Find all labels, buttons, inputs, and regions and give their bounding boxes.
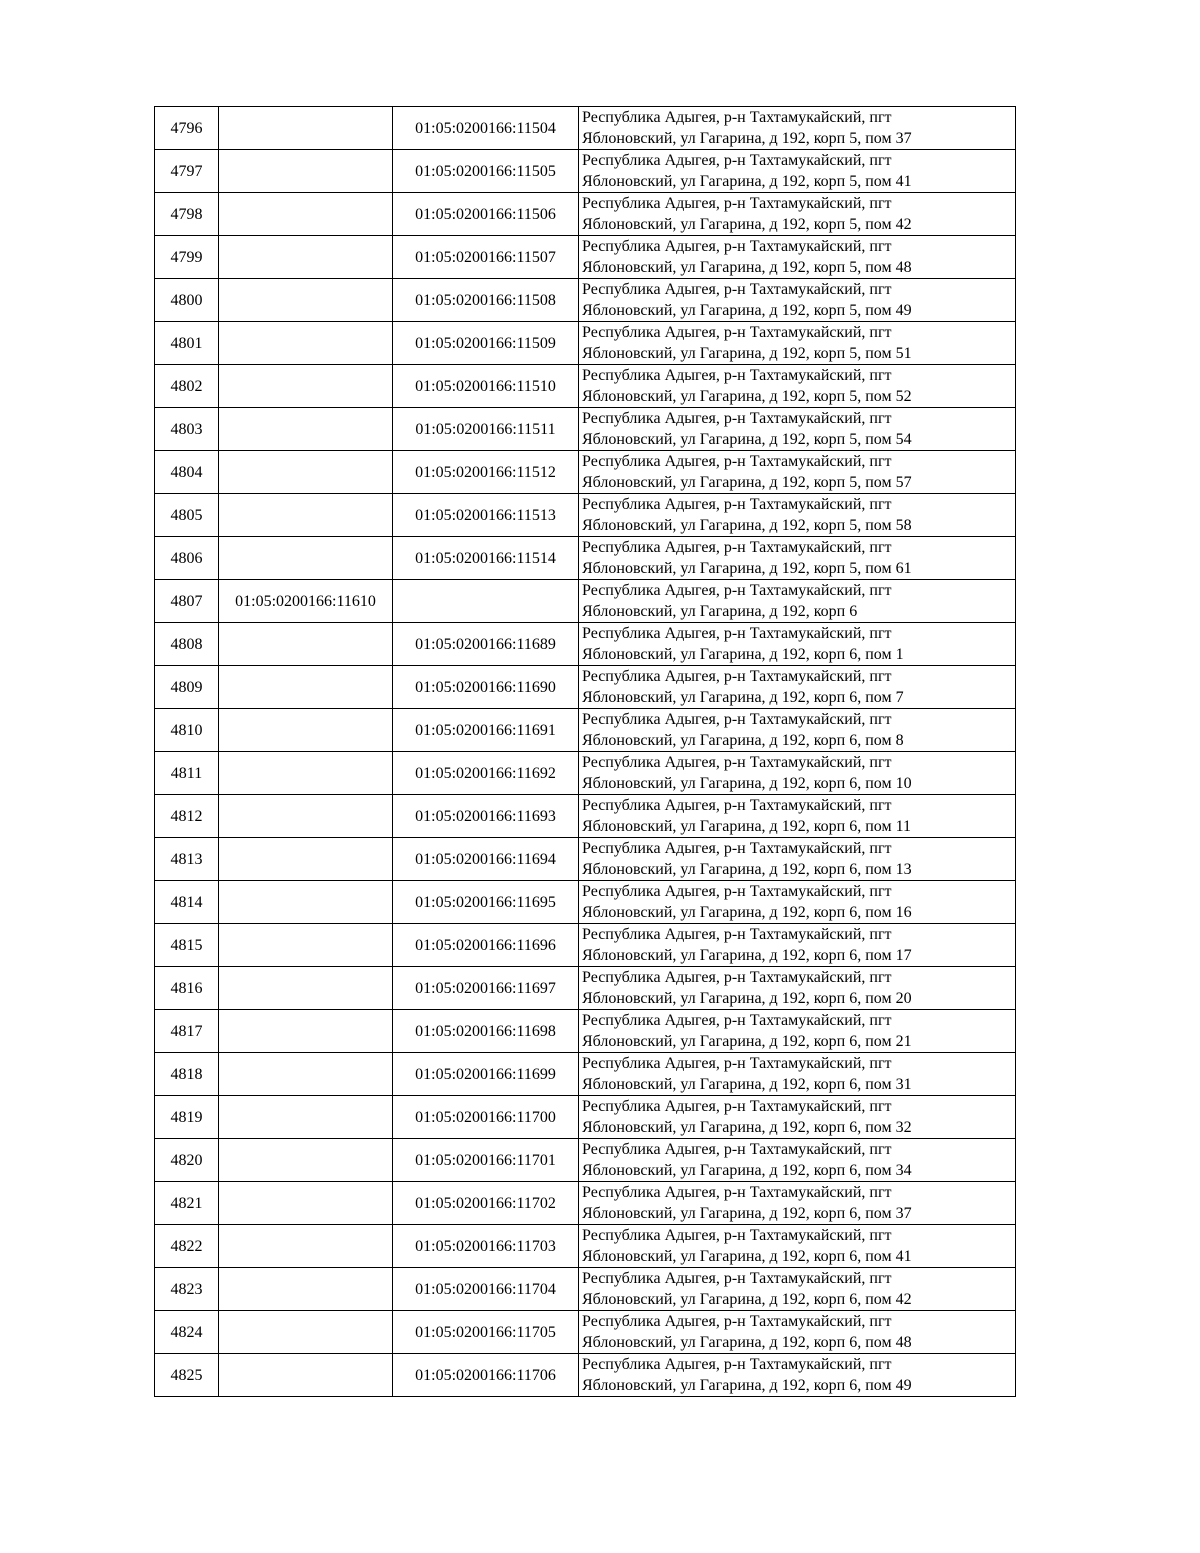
address-cell xyxy=(579,408,1016,451)
address-line: Республика Адыгея, р-н Тахтамукайский, пгт xyxy=(582,926,892,943)
row-number-cell: 4815 xyxy=(155,924,219,967)
address-cell xyxy=(579,924,1016,967)
room-cadastral-number-cell: 01:05:0200166:11701 xyxy=(393,1139,579,1182)
address-line: Республика Адыгея, р-н Тахтамукайский, пгт xyxy=(582,1356,892,1373)
address-line: Яблоновский, ул Гагарина, д 192, корп 5, пом 37 xyxy=(582,130,912,147)
address-line: Республика Адыгея, р-н Тахтамукайский, пгт xyxy=(582,1141,892,1158)
address-line: Яблоновский, ул Гагарина, д 192, корп 6 xyxy=(582,603,858,620)
address-line: Яблоновский, ул Гагарина, д 192, корп 5, пом 58 xyxy=(582,517,912,534)
row-number-cell: 4810 xyxy=(155,709,219,752)
address-line: Яблоновский, ул Гагарина, д 192, корп 6, пом 10 xyxy=(582,775,912,792)
address-line: Яблоновский, ул Гагарина, д 192, корп 6, пом 8 xyxy=(582,732,904,749)
address-line: Яблоновский, ул Гагарина, д 192, корп 5, пом 54 xyxy=(582,431,912,448)
address-cell xyxy=(579,451,1016,494)
parcel-cadastral-number-cell xyxy=(219,1268,393,1311)
room-cadastral-number-cell: 01:05:0200166:11695 xyxy=(393,881,579,924)
parcel-cadastral-number-cell xyxy=(219,365,393,408)
address-line: Яблоновский, ул Гагарина, д 192, корп 6, пом 16 xyxy=(582,904,912,921)
address-cell xyxy=(579,1311,1016,1354)
address-line: Республика Адыгея, р-н Тахтамукайский, пгт xyxy=(582,152,892,169)
room-cadastral-number-cell: 01:05:0200166:11702 xyxy=(393,1182,579,1225)
address-cell xyxy=(579,709,1016,752)
row-number-cell: 4802 xyxy=(155,365,219,408)
address-cell xyxy=(579,666,1016,709)
address-cell xyxy=(579,107,1016,150)
table-row xyxy=(155,881,1016,924)
parcel-cadastral-number-cell xyxy=(219,537,393,580)
room-cadastral-number-cell: 01:05:0200166:11514 xyxy=(393,537,579,580)
room-cadastral-number-cell xyxy=(393,580,579,623)
address-line: Республика Адыгея, р-н Тахтамукайский, пгт xyxy=(582,797,892,814)
table-row xyxy=(155,795,1016,838)
address-line: Яблоновский, ул Гагарина, д 192, корп 6, пом 13 xyxy=(582,861,912,878)
row-number-cell: 4813 xyxy=(155,838,219,881)
address-line: Яблоновский, ул Гагарина, д 192, корп 6, пом 49 xyxy=(582,1377,912,1394)
table-row xyxy=(155,752,1016,795)
address-cell xyxy=(579,1010,1016,1053)
address-line: Республика Адыгея, р-н Тахтамукайский, пгт xyxy=(582,969,892,986)
row-number-cell: 4796 xyxy=(155,107,219,150)
address-cell xyxy=(579,1096,1016,1139)
table-row xyxy=(155,193,1016,236)
address-line: Яблоновский, ул Гагарина, д 192, корп 5, пом 57 xyxy=(582,474,912,491)
address-cell xyxy=(579,1225,1016,1268)
address-cell xyxy=(579,795,1016,838)
address-line: Республика Адыгея, р-н Тахтамукайский, пгт xyxy=(582,367,892,384)
address-line: Яблоновский, ул Гагарина, д 192, корп 5, пом 42 xyxy=(582,216,912,233)
room-cadastral-number-cell: 01:05:0200166:11706 xyxy=(393,1354,579,1397)
room-cadastral-number-cell: 01:05:0200166:11697 xyxy=(393,967,579,1010)
table-row xyxy=(155,1311,1016,1354)
address-line: Республика Адыгея, р-н Тахтамукайский, пгт xyxy=(582,711,892,728)
parcel-cadastral-number-cell xyxy=(219,451,393,494)
address-line: Яблоновский, ул Гагарина, д 192, корп 6, пом 11 xyxy=(582,818,911,835)
room-cadastral-number-cell: 01:05:0200166:11508 xyxy=(393,279,579,322)
room-cadastral-number-cell: 01:05:0200166:11511 xyxy=(393,408,579,451)
table-row xyxy=(155,537,1016,580)
address-line: Республика Адыгея, р-н Тахтамукайский, пгт xyxy=(582,840,892,857)
table-row xyxy=(155,150,1016,193)
parcel-cadastral-number-cell xyxy=(219,322,393,365)
address-line: Республика Адыгея, р-н Тахтамукайский, пгт xyxy=(582,1012,892,1029)
table-row xyxy=(155,1268,1016,1311)
room-cadastral-number-cell: 01:05:0200166:11693 xyxy=(393,795,579,838)
table-row xyxy=(155,924,1016,967)
address-cell xyxy=(579,494,1016,537)
address-cell xyxy=(579,236,1016,279)
table-row xyxy=(155,709,1016,752)
parcel-cadastral-number-cell xyxy=(219,795,393,838)
room-cadastral-number-cell: 01:05:0200166:11509 xyxy=(393,322,579,365)
parcel-cadastral-number-cell xyxy=(219,1053,393,1096)
room-cadastral-number-cell: 01:05:0200166:11694 xyxy=(393,838,579,881)
address-cell xyxy=(579,881,1016,924)
address-cell xyxy=(579,1182,1016,1225)
row-number-cell: 4797 xyxy=(155,150,219,193)
address-line: Республика Адыгея, р-н Тахтамукайский, пгт xyxy=(582,1184,892,1201)
table-row xyxy=(155,838,1016,881)
address-line: Яблоновский, ул Гагарина, д 192, корп 5, пом 49 xyxy=(582,302,912,319)
address-line: Яблоновский, ул Гагарина, д 192, корп 5, пом 61 xyxy=(582,560,912,577)
address-line: Республика Адыгея, р-н Тахтамукайский, пгт xyxy=(582,1270,892,1287)
address-cell xyxy=(579,1268,1016,1311)
table-row xyxy=(155,1354,1016,1397)
address-line: Яблоновский, ул Гагарина, д 192, корп 6, пом 34 xyxy=(582,1162,912,1179)
address-cell xyxy=(579,623,1016,666)
row-number-cell: 4808 xyxy=(155,623,219,666)
row-number-cell: 4822 xyxy=(155,1225,219,1268)
address-line: Яблоновский, ул Гагарина, д 192, корп 6, пом 41 xyxy=(582,1248,912,1265)
address-line: Республика Адыгея, р-н Тахтамукайский, пгт xyxy=(582,195,892,212)
room-cadastral-number-cell: 01:05:0200166:11504 xyxy=(393,107,579,150)
address-line: Яблоновский, ул Гагарина, д 192, корп 6, пом 20 xyxy=(582,990,912,1007)
row-number-cell: 4799 xyxy=(155,236,219,279)
address-line: Республика Адыгея, р-н Тахтамукайский, пгт xyxy=(582,668,892,685)
parcel-cadastral-number-cell xyxy=(219,967,393,1010)
table-row xyxy=(155,279,1016,322)
row-number-cell: 4825 xyxy=(155,1354,219,1397)
parcel-cadastral-number-cell xyxy=(219,1010,393,1053)
parcel-cadastral-number-cell xyxy=(219,666,393,709)
row-number-cell: 4823 xyxy=(155,1268,219,1311)
table-row xyxy=(155,666,1016,709)
row-number-cell: 4801 xyxy=(155,322,219,365)
address-line: Яблоновский, ул Гагарина, д 192, корп 6, пом 17 xyxy=(582,947,912,964)
table-row xyxy=(155,236,1016,279)
room-cadastral-number-cell: 01:05:0200166:11512 xyxy=(393,451,579,494)
row-number-cell: 4817 xyxy=(155,1010,219,1053)
address-line: Республика Адыгея, р-н Тахтамукайский, пгт xyxy=(582,1227,892,1244)
row-number-cell: 4811 xyxy=(155,752,219,795)
address-line: Яблоновский, ул Гагарина, д 192, корп 6, пом 7 xyxy=(582,689,904,706)
table-row xyxy=(155,365,1016,408)
room-cadastral-number-cell: 01:05:0200166:11705 xyxy=(393,1311,579,1354)
row-number-cell: 4803 xyxy=(155,408,219,451)
parcel-cadastral-number-cell xyxy=(219,838,393,881)
address-line: Республика Адыгея, р-н Тахтамукайский, пгт xyxy=(582,883,892,900)
parcel-cadastral-number-cell xyxy=(219,1311,393,1354)
address-line: Республика Адыгея, р-н Тахтамукайский, пгт xyxy=(582,496,892,513)
room-cadastral-number-cell: 01:05:0200166:11513 xyxy=(393,494,579,537)
room-cadastral-number-cell: 01:05:0200166:11704 xyxy=(393,1268,579,1311)
address-line: Республика Адыгея, р-н Тахтамукайский, пгт xyxy=(582,582,892,599)
parcel-cadastral-number-cell xyxy=(219,193,393,236)
table-row xyxy=(155,494,1016,537)
address-line: Яблоновский, ул Гагарина, д 192, корп 5, пом 48 xyxy=(582,259,912,276)
parcel-cadastral-number-cell xyxy=(219,881,393,924)
room-cadastral-number-cell: 01:05:0200166:11505 xyxy=(393,150,579,193)
row-number-cell: 4818 xyxy=(155,1053,219,1096)
room-cadastral-number-cell: 01:05:0200166:11692 xyxy=(393,752,579,795)
address-cell xyxy=(579,752,1016,795)
row-number-cell: 4798 xyxy=(155,193,219,236)
parcel-cadastral-number-cell xyxy=(219,408,393,451)
parcel-cadastral-number-cell xyxy=(219,279,393,322)
address-cell xyxy=(579,365,1016,408)
table-row xyxy=(155,107,1016,150)
row-number-cell: 4807 xyxy=(155,580,219,623)
address-line: Республика Адыгея, р-н Тахтамукайский, пгт xyxy=(582,324,892,341)
row-number-cell: 4806 xyxy=(155,537,219,580)
room-cadastral-number-cell: 01:05:0200166:11698 xyxy=(393,1010,579,1053)
parcel-cadastral-number-cell xyxy=(219,709,393,752)
row-number-cell: 4800 xyxy=(155,279,219,322)
room-cadastral-number-cell: 01:05:0200166:11690 xyxy=(393,666,579,709)
row-number-cell: 4821 xyxy=(155,1182,219,1225)
address-line: Республика Адыгея, р-н Тахтамукайский, пгт xyxy=(582,410,892,427)
table-row xyxy=(155,967,1016,1010)
address-line: Республика Адыгея, р-н Тахтамукайский, пгт xyxy=(582,754,892,771)
parcel-cadastral-number-cell xyxy=(219,494,393,537)
room-cadastral-number-cell: 01:05:0200166:11510 xyxy=(393,365,579,408)
address-cell xyxy=(579,150,1016,193)
parcel-cadastral-number-cell xyxy=(219,623,393,666)
address-line: Яблоновский, ул Гагарина, д 192, корп 6, пом 32 xyxy=(582,1119,912,1136)
room-cadastral-number-cell: 01:05:0200166:11689 xyxy=(393,623,579,666)
registry-table xyxy=(154,106,1016,1397)
address-cell xyxy=(579,279,1016,322)
row-number-cell: 4812 xyxy=(155,795,219,838)
row-number-cell: 4816 xyxy=(155,967,219,1010)
address-line: Республика Адыгея, р-н Тахтамукайский, пгт xyxy=(582,281,892,298)
room-cadastral-number-cell: 01:05:0200166:11506 xyxy=(393,193,579,236)
room-cadastral-number-cell: 01:05:0200166:11696 xyxy=(393,924,579,967)
parcel-cadastral-number-cell xyxy=(219,1139,393,1182)
address-line: Яблоновский, ул Гагарина, д 192, корп 6, пом 21 xyxy=(582,1033,912,1050)
row-number-cell: 4805 xyxy=(155,494,219,537)
address-line: Республика Адыгея, р-н Тахтамукайский, пгт xyxy=(582,109,892,126)
table-row xyxy=(155,1182,1016,1225)
address-cell xyxy=(579,537,1016,580)
parcel-cadastral-number-cell xyxy=(219,1354,393,1397)
row-number-cell: 4804 xyxy=(155,451,219,494)
address-line: Яблоновский, ул Гагарина, д 192, корп 6, пом 1 xyxy=(582,646,904,663)
address-cell xyxy=(579,1354,1016,1397)
address-cell xyxy=(579,1139,1016,1182)
address-line: Республика Адыгея, р-н Тахтамукайский, пгт xyxy=(582,238,892,255)
table-row xyxy=(155,623,1016,666)
parcel-cadastral-number-cell xyxy=(219,236,393,279)
table-row xyxy=(155,1053,1016,1096)
address-line: Яблоновский, ул Гагарина, д 192, корп 6, пом 37 xyxy=(582,1205,912,1222)
address-cell xyxy=(579,193,1016,236)
address-line: Республика Адыгея, р-н Тахтамукайский, пгт xyxy=(582,1055,892,1072)
address-line: Яблоновский, ул Гагарина, д 192, корп 6, пом 31 xyxy=(582,1076,912,1093)
registry-table-body xyxy=(155,107,1016,1397)
address-line: Республика Адыгея, р-н Тахтамукайский, пгт xyxy=(582,1313,892,1330)
table-row xyxy=(155,1225,1016,1268)
address-cell xyxy=(579,967,1016,1010)
address-line: Яблоновский, ул Гагарина, д 192, корп 5, пом 52 xyxy=(582,388,912,405)
address-line: Яблоновский, ул Гагарина, д 192, корп 6, пом 42 xyxy=(582,1291,912,1308)
address-line: Республика Адыгея, р-н Тахтамукайский, пгт xyxy=(582,625,892,642)
parcel-cadastral-number-cell xyxy=(219,1096,393,1139)
table-row xyxy=(155,322,1016,365)
table-row xyxy=(155,1096,1016,1139)
row-number-cell: 4819 xyxy=(155,1096,219,1139)
address-line: Яблоновский, ул Гагарина, д 192, корп 5, пом 41 xyxy=(582,173,912,190)
address-line: Республика Адыгея, р-н Тахтамукайский, пгт xyxy=(582,453,892,470)
room-cadastral-number-cell: 01:05:0200166:11700 xyxy=(393,1096,579,1139)
address-line: Республика Адыгея, р-н Тахтамукайский, пгт xyxy=(582,1098,892,1115)
address-cell xyxy=(579,838,1016,881)
table-row xyxy=(155,580,1016,623)
parcel-cadastral-number-cell xyxy=(219,752,393,795)
parcel-cadastral-number-cell xyxy=(219,1182,393,1225)
table-row xyxy=(155,408,1016,451)
room-cadastral-number-cell: 01:05:0200166:11507 xyxy=(393,236,579,279)
row-number-cell: 4814 xyxy=(155,881,219,924)
table-row xyxy=(155,1139,1016,1182)
row-number-cell: 4824 xyxy=(155,1311,219,1354)
parcel-cadastral-number-cell xyxy=(219,107,393,150)
address-cell xyxy=(579,322,1016,365)
address-line: Яблоновский, ул Гагарина, д 192, корп 5, пом 51 xyxy=(582,345,912,362)
row-number-cell: 4809 xyxy=(155,666,219,709)
address-cell xyxy=(579,580,1016,623)
address-line: Республика Адыгея, р-н Тахтамукайский, пгт xyxy=(582,539,892,556)
row-number-cell: 4820 xyxy=(155,1139,219,1182)
parcel-cadastral-number-cell xyxy=(219,924,393,967)
parcel-cadastral-number-cell xyxy=(219,1225,393,1268)
table-row xyxy=(155,1010,1016,1053)
table-row xyxy=(155,451,1016,494)
parcel-cadastral-number-cell: 01:05:0200166:11610 xyxy=(219,580,393,623)
room-cadastral-number-cell: 01:05:0200166:11699 xyxy=(393,1053,579,1096)
room-cadastral-number-cell: 01:05:0200166:11703 xyxy=(393,1225,579,1268)
parcel-cadastral-number-cell xyxy=(219,150,393,193)
address-cell xyxy=(579,1053,1016,1096)
address-line: Яблоновский, ул Гагарина, д 192, корп 6, пом 48 xyxy=(582,1334,912,1351)
room-cadastral-number-cell: 01:05:0200166:11691 xyxy=(393,709,579,752)
